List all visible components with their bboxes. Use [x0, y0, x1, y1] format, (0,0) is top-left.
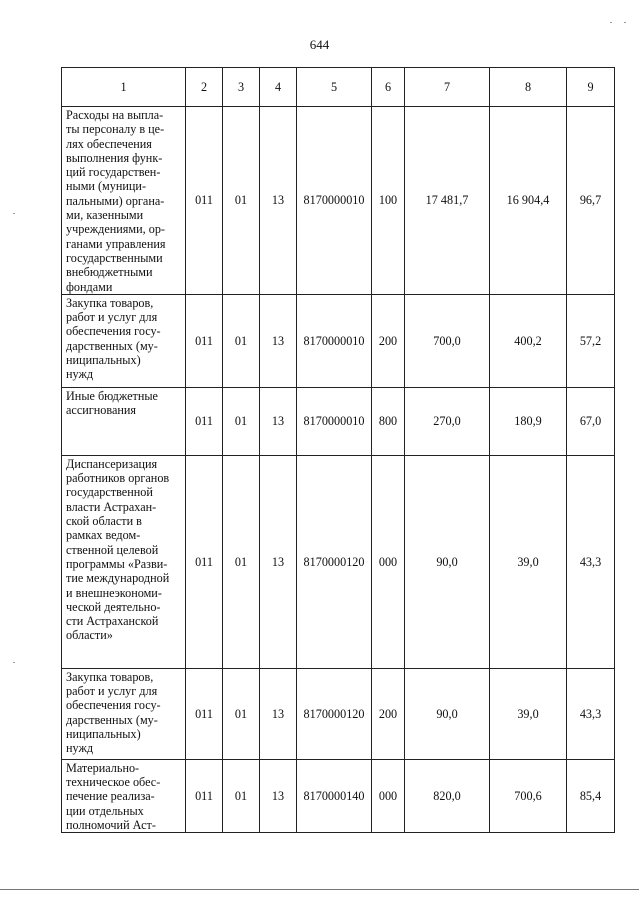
- value-cell: 17 481,7: [405, 107, 490, 295]
- table-row: [62, 387, 615, 455]
- table-row: [62, 107, 615, 295]
- value-cell: 57,2: [567, 294, 615, 387]
- table-row: [62, 294, 615, 387]
- expense-name-cell: Расходы на выпла- ты персоналу в це- лях обеспечения выполнения функ- ций государствен- ными (муници- пальными) органа- ми, казенными учреждениями, ор- ганами управления государственными внебюджетными фондами: [62, 107, 186, 295]
- expense-name-cell: Иные бюджетные ассигнования: [62, 387, 186, 455]
- value-cell: 90,0: [405, 668, 490, 759]
- value-cell: 011: [186, 759, 223, 832]
- header-cell: 5: [297, 68, 372, 107]
- value-cell: 8170000010: [297, 107, 372, 295]
- value-cell: 43,3: [567, 455, 615, 668]
- expense-name-cell: Диспансеризация работников органов государственной власти Астрахан- ской области в рамках ведом- ственной целевой программы «Разви- тие международной и внешнеэкономи- ческой деятельно- сти Астраханской области»: [62, 455, 186, 668]
- value-cell: 13: [260, 294, 297, 387]
- value-cell: 01: [223, 455, 260, 668]
- value-cell: 13: [260, 107, 297, 295]
- value-cell: 01: [223, 668, 260, 759]
- value-cell: 8170000120: [297, 668, 372, 759]
- page-number: 644: [309, 37, 330, 52]
- value-cell: 01: [223, 759, 260, 832]
- table-row: [62, 668, 615, 759]
- value-cell: 13: [260, 759, 297, 832]
- value-cell: 180,9: [490, 387, 567, 455]
- value-cell: 820,0: [405, 759, 490, 832]
- value-cell: 000: [372, 455, 405, 668]
- value-cell: 01: [223, 294, 260, 387]
- value-cell: 01: [223, 107, 260, 295]
- table-row: [62, 455, 615, 668]
- header-cell: 7: [405, 68, 490, 107]
- value-cell: 011: [186, 294, 223, 387]
- value-cell: 700,6: [490, 759, 567, 832]
- value-cell: 85,4: [567, 759, 615, 832]
- value-cell: 400,2: [490, 294, 567, 387]
- value-cell: 700,0: [405, 294, 490, 387]
- scan-speck: [13, 662, 15, 663]
- header-cell: 1: [62, 68, 186, 107]
- table-header-row: [62, 68, 615, 107]
- value-cell: 011: [186, 387, 223, 455]
- header-cell: 4: [260, 68, 297, 107]
- value-cell: 90,0: [405, 455, 490, 668]
- value-cell: 13: [260, 668, 297, 759]
- header-cell: 2: [186, 68, 223, 107]
- value-cell: 8170000140: [297, 759, 372, 832]
- expense-name-cell: Закупка товаров, работ и услуг для обеспечения госу- дарственных (му- ниципальных) нужд: [62, 294, 186, 387]
- value-cell: 270,0: [405, 387, 490, 455]
- header-cell: 3: [223, 68, 260, 107]
- value-cell: 800: [372, 387, 405, 455]
- budget-table: [61, 67, 615, 833]
- header-cell: 8: [490, 68, 567, 107]
- table-row: [62, 759, 615, 832]
- value-cell: 39,0: [490, 668, 567, 759]
- value-cell: 16 904,4: [490, 107, 567, 295]
- header-cell: 9: [567, 68, 615, 107]
- scan-speck: [624, 22, 626, 23]
- value-cell: 8170000010: [297, 294, 372, 387]
- value-cell: 011: [186, 668, 223, 759]
- value-cell: 200: [372, 294, 405, 387]
- value-cell: 8170000010: [297, 387, 372, 455]
- value-cell: 200: [372, 668, 405, 759]
- page-bottom-line: [0, 889, 639, 890]
- header-cell: 6: [372, 68, 405, 107]
- value-cell: 39,0: [490, 455, 567, 668]
- value-cell: 011: [186, 455, 223, 668]
- value-cell: 96,7: [567, 107, 615, 295]
- value-cell: 100: [372, 107, 405, 295]
- scan-speck: [13, 213, 15, 214]
- table-body: [62, 68, 615, 833]
- value-cell: 011: [186, 107, 223, 295]
- scan-speck: [610, 22, 612, 23]
- value-cell: 8170000120: [297, 455, 372, 668]
- value-cell: 43,3: [567, 668, 615, 759]
- value-cell: 13: [260, 387, 297, 455]
- value-cell: 67,0: [567, 387, 615, 455]
- value-cell: 01: [223, 387, 260, 455]
- expense-name-cell: Закупка товаров, работ и услуг для обеспечения госу- дарственных (му- ниципальных) нужд: [62, 668, 186, 759]
- value-cell: 13: [260, 455, 297, 668]
- expense-name-cell: Материально- техническое обес- печение реализа- ции отдельных полномочий Аст-: [62, 759, 186, 832]
- value-cell: 000: [372, 759, 405, 832]
